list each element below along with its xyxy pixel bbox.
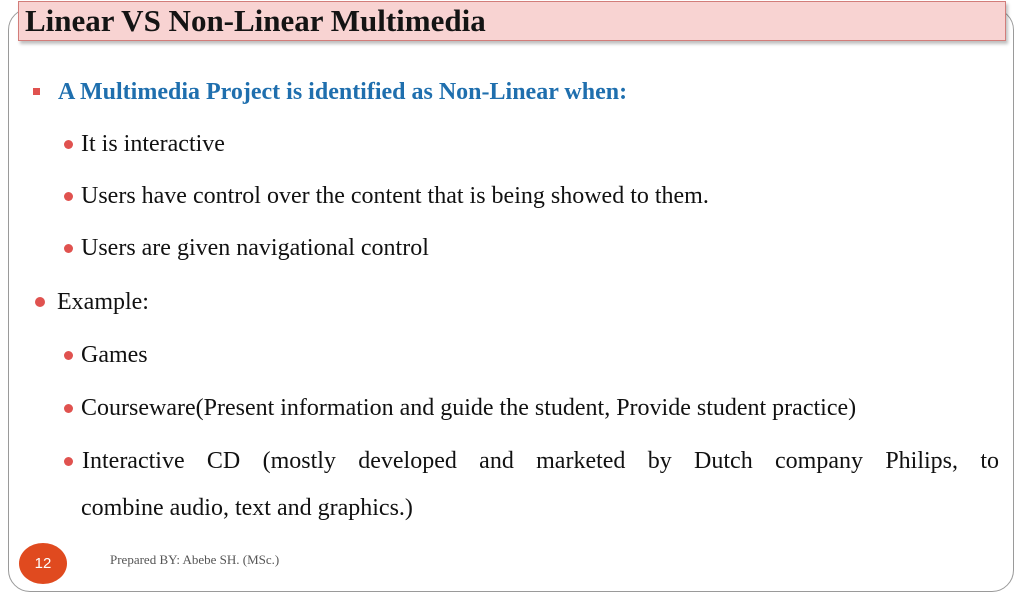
list-item: Users are given navigational control [81,235,429,261]
page-number-badge: 12 [19,543,67,584]
round-bullet-icon [64,351,73,360]
list-item-line: combine audio, text and graphics.) [81,495,413,521]
list-item: Games [81,342,148,368]
square-bullet-icon [33,88,40,95]
round-bullet-icon [64,457,73,466]
list-item: Courseware(Present information and guide the student, Provide student practice) [81,395,857,421]
round-bullet-icon [35,297,45,307]
list-item-line: Interactive CD (mostly developed and marketed by Dutch company Philips, to [82,448,999,474]
list-item: Users have control over the content that is being showed to them. [81,183,709,209]
slide-title: Linear VS Non-Linear Multimedia [25,3,486,38]
round-bullet-icon [64,192,73,201]
title-bar [18,1,1006,41]
list-item: It is interactive [81,131,225,157]
round-bullet-icon [64,404,73,413]
example-label: Example: [57,289,149,315]
round-bullet-icon [64,244,73,253]
section-heading: A Multimedia Project is identified as Non-Linear when: [58,79,628,105]
footer-credit: Prepared BY: Abebe SH. (MSc.) [110,552,280,567]
round-bullet-icon [64,140,73,149]
